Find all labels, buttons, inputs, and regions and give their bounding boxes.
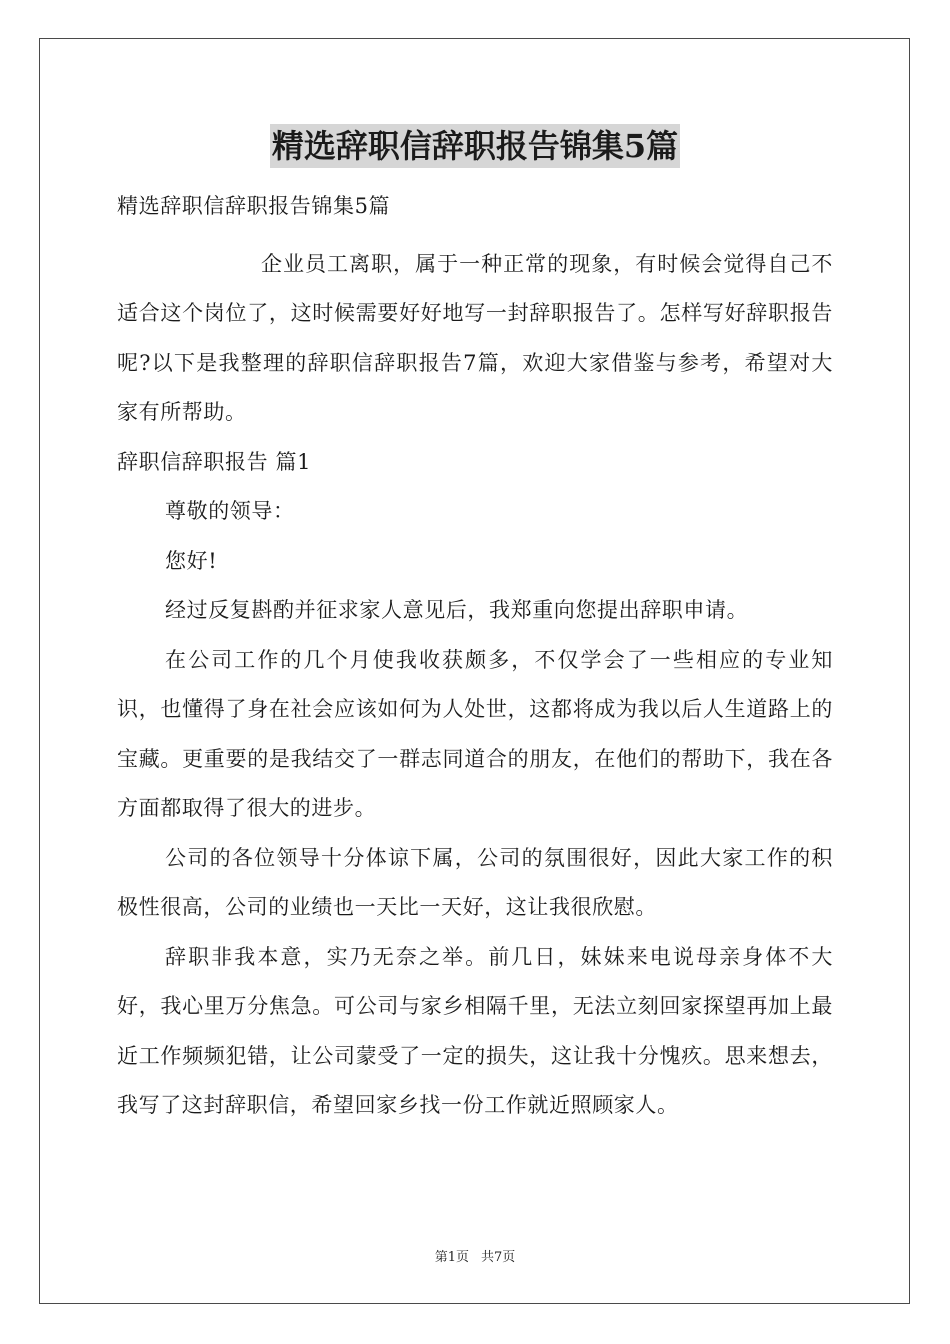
title-container [0, 124, 950, 168]
page-total: 共7页 [481, 1250, 516, 1265]
section-heading: 辞职信辞职报告 篇1 [117, 449, 312, 474]
greeting: 您好! [165, 548, 218, 573]
document-title: 精选辞职信辞职报告锦集5篇 [270, 124, 680, 168]
page-footer [0, 1246, 950, 1265]
body-paragraph: 经过反复斟酌并征求家人意见后，我郑重向您提出辞职申请。 [165, 598, 749, 622]
intro-paragraph: 企业员工离职，属于一种正常的现象，有时候会觉得自己不适合这个岗位了，这时候需要好好地写一封辞职报告了。怎样写好辞职报告呢?以下是我整理的辞职信辞职报告7篇，欢迎大家借鉴与参考，希望对大家有所帮助。 [117, 251, 833, 424]
document-subtitle: 精选辞职信辞职报告锦集5篇 [117, 194, 391, 218]
salutation: 尊敬的领导： [165, 499, 295, 523]
page-number: 第1页 [434, 1250, 469, 1265]
body-paragraph: 公司的各位领导十分体谅下属，公司的氛围很好，因此大家工作的积极性很高，公司的业绩也一天比一天好，这让我很欣慰。 [117, 845, 833, 919]
document-body [117, 182, 833, 1131]
body-paragraph: 在公司工作的几个月使我收获颇多，不仅学会了一些相应的专业知识，也懂得了身在社会应该如何为人处世，这都将成为我以后人生道路上的宝藏。更重要的是我结交了一群志同道合的朋友，在他们的帮助下，我在各方面都取得了很大的进步。 [117, 647, 833, 820]
body-paragraph: 辞职非我本意，实乃无奈之举。前几日，妹妹来电说母亲身体不大好，我心里万分焦急。可公司与家乡相隔千里，无法立刻回家探望再加上最近工作频频犯错，让公司蒙受了一定的损失，这让我十分愧疚。思来想去，我写了这封辞职信，希望回家乡找一份工作就近照顾家人。 [117, 944, 833, 1117]
